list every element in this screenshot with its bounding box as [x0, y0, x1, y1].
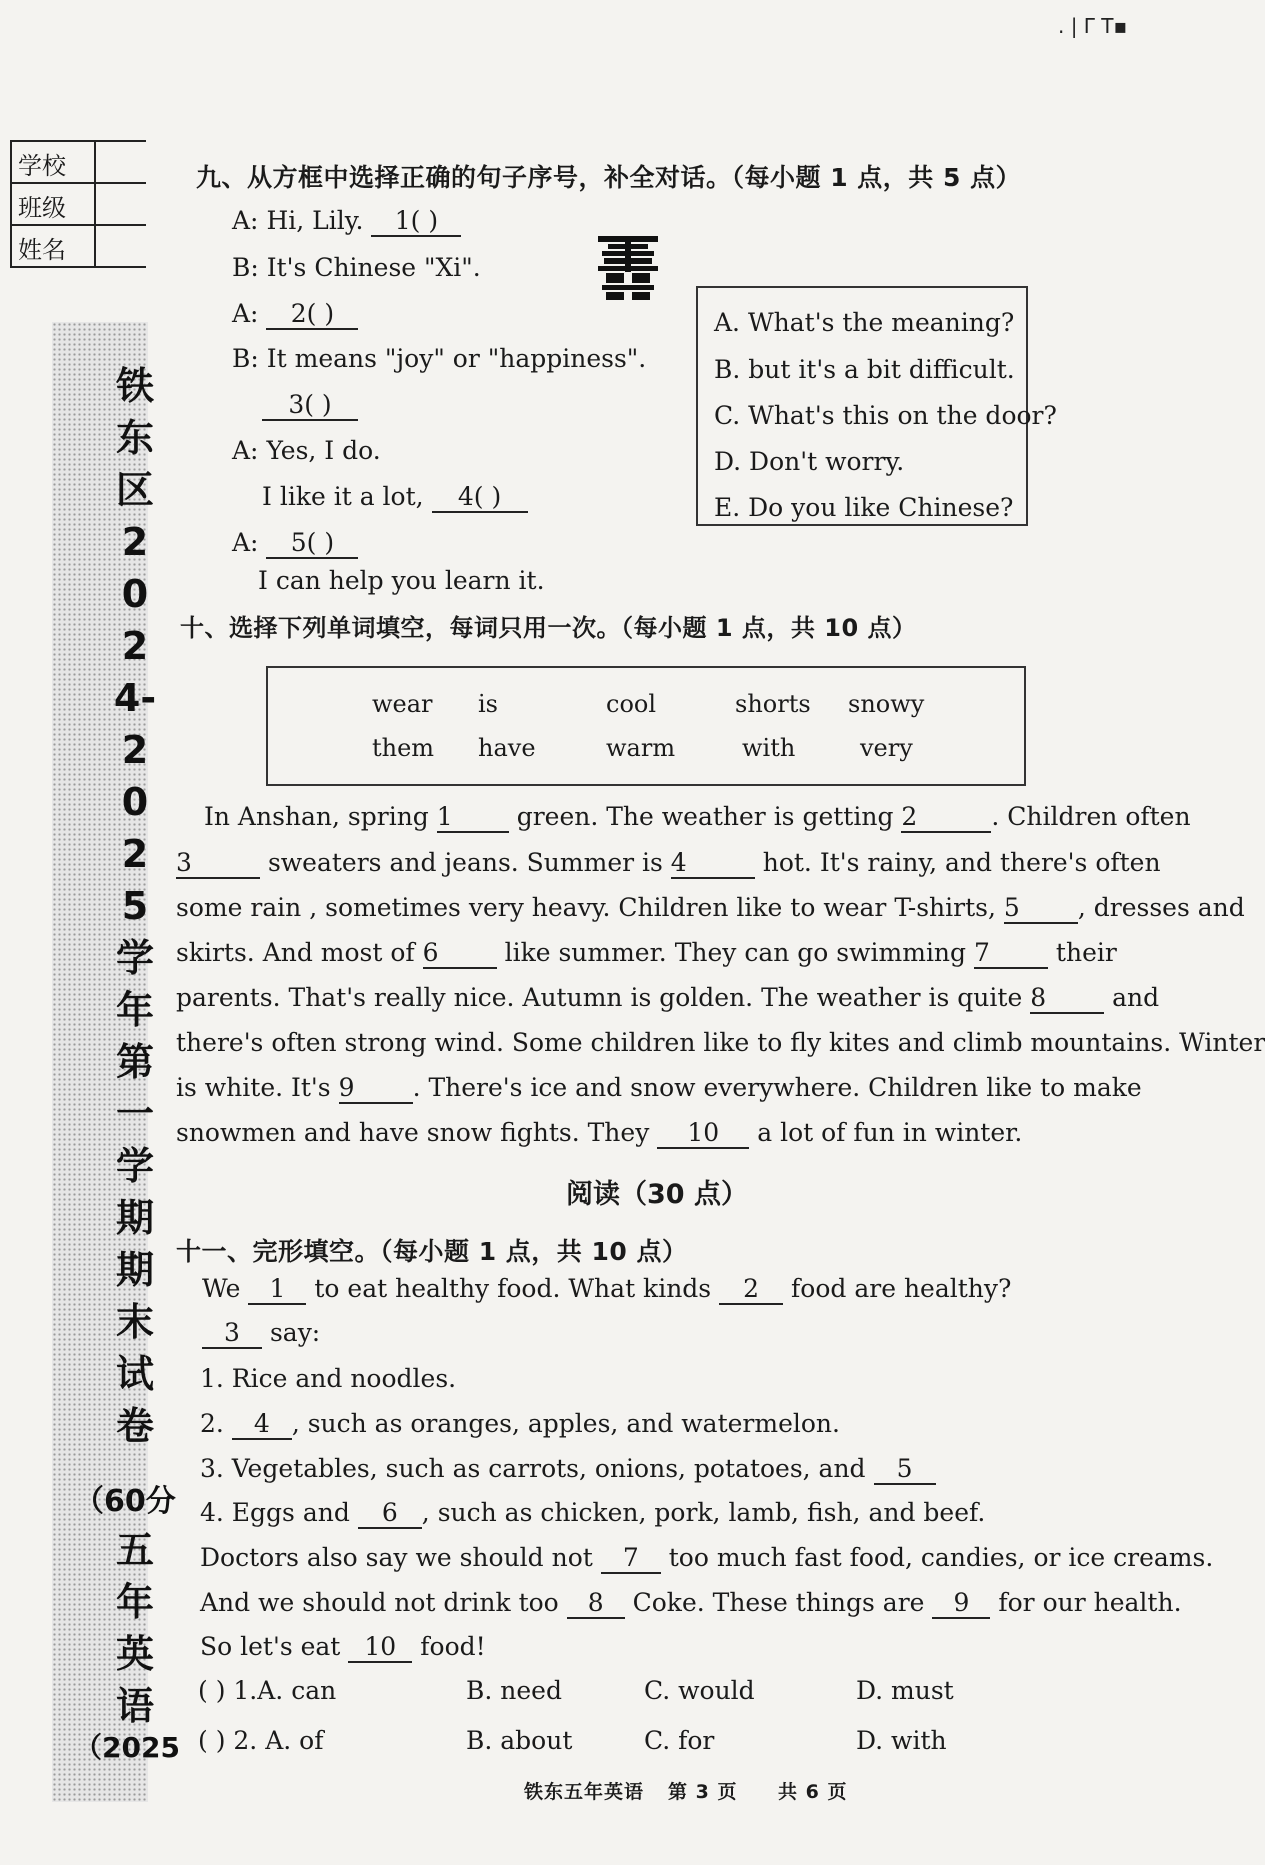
choice-q2-c[interactable]: C. for — [644, 1726, 715, 1755]
xi-character-image — [592, 232, 664, 302]
word-bank-box — [266, 666, 1026, 786]
dialogue-line-6: A: Yes, I do. — [232, 436, 381, 465]
exam-title-vertical: 铁东区2024-2025学年第一学期期末试卷 — [113, 364, 157, 1448]
year-vertical: （2025 — [74, 1731, 180, 1764]
cloze-line-4: 2. 4 , such as oranges, apples, and watermelon. — [200, 1409, 840, 1438]
passage-line-3: some rain , sometimes very heavy. Children like to wear T-shirts, 5 , dresses and — [176, 893, 1245, 922]
cloze-blank-6[interactable]: 6 — [358, 1498, 422, 1529]
passage-blank-1[interactable]: 1 — [437, 802, 509, 833]
section9-title: 九、从方框中选择正确的句子序号，补全对话。（每小题 1 点，共 5 点） — [196, 163, 1022, 192]
passage-blank-9[interactable]: 9 — [339, 1073, 413, 1104]
dialogue-line-3: A: 2( ) — [232, 299, 358, 330]
passage-line-5: parents. That's really nice. Autumn is golden. The weather is quite 8 and — [176, 983, 1160, 1012]
passage-blank-10[interactable]: 10 — [657, 1118, 749, 1149]
cloze-blank-9[interactable]: 9 — [932, 1588, 990, 1619]
blank-2[interactable]: 2( ) — [266, 299, 358, 330]
cloze-line-3: 1. Rice and noodles. — [200, 1364, 457, 1393]
cloze-blank-3[interactable]: 3 — [202, 1318, 262, 1349]
footer-subject: 铁东五年英语 — [524, 1781, 645, 1803]
cloze-line-2: 3 say: — [202, 1318, 320, 1349]
cloze-blank-4[interactable]: 4 — [232, 1409, 292, 1440]
class-label: 班级 — [18, 194, 66, 222]
blank-3[interactable]: 3( ) — [262, 390, 358, 421]
passage-blank-5[interactable]: 5 — [1004, 893, 1078, 924]
option-b: B. but it's a bit difficult. — [714, 355, 1015, 384]
choice-q2-b[interactable]: B. about — [466, 1726, 573, 1755]
footer-page: 第 3 页 — [668, 1781, 738, 1803]
section11-title: 十一、完形填空。（每小题 1 点，共 10 点） — [176, 1237, 688, 1266]
dialogue-line-8: A: 5( ) — [232, 528, 358, 559]
blank-1[interactable]: 1( ) — [371, 206, 461, 237]
passage-line-6: there's often strong wind. Some children like to fly kites and climb mountains. Winter — [176, 1028, 1265, 1057]
cloze-line-1: We 1 to eat healthy food. What kinds 2 food are healthy? — [202, 1274, 1012, 1303]
option-c: C. What's this on the door? — [714, 401, 1057, 430]
passage-line-1: In Anshan, spring 1 green. The weather is getting 2 . Children often — [204, 802, 1191, 831]
reading-title: 阅读（30 点） — [566, 1179, 748, 1210]
blank-4[interactable]: 4( ) — [432, 482, 528, 513]
choice-q1-c[interactable]: C. would — [644, 1676, 755, 1705]
choice-q1-d[interactable]: D. must — [856, 1676, 954, 1705]
word-warm: warm — [606, 734, 676, 762]
subject-vertical: 五年英语 — [115, 1528, 154, 1728]
dialogue-line-7: I like it a lot, 4( ) — [262, 482, 528, 513]
cloze-line-7: Doctors also say we should not 7 too much fast food, candies, or ice creams. — [200, 1543, 1214, 1572]
word-with: with — [742, 734, 796, 762]
cloze-blank-5[interactable]: 5 — [874, 1454, 936, 1485]
passage-blank-3[interactable]: 3 — [176, 848, 260, 879]
cloze-blank-8[interactable]: 8 — [567, 1588, 625, 1619]
cloze-line-8: And we should not drink too 8 Coke. These things are 9 for our health. — [200, 1588, 1182, 1617]
word-wear: wear — [372, 690, 433, 718]
choice-q1-b[interactable]: B. need — [466, 1676, 562, 1705]
choice-q2-number: ( ) 2. A. of — [198, 1726, 324, 1755]
passage-blank-8[interactable]: 8 — [1030, 983, 1104, 1014]
school-label: 学校 — [18, 152, 66, 180]
footer-total: 共 6 页 — [778, 1781, 848, 1803]
cloze-blank-10[interactable]: 10 — [348, 1632, 412, 1663]
word-shorts: shorts — [735, 690, 811, 718]
corner-marks: . | Γ T▪ — [1058, 14, 1128, 38]
passage-line-2: 3 sweaters and jeans. Summer is 4 hot. It's rainy, and there's often — [176, 848, 1161, 877]
passage-blank-7[interactable]: 7 — [974, 938, 1048, 969]
dialogue-line-1: A: Hi, Lily. 1( ) — [232, 206, 461, 237]
cloze-blank-7[interactable]: 7 — [601, 1543, 661, 1574]
passage-blank-4[interactable]: 4 — [671, 848, 755, 879]
section10-title: 十、选择下列单词填空，每词只用一次。（每小题 1 点，共 10 点） — [180, 614, 917, 642]
cloze-line-5: 3. Vegetables, such as carrots, onions, potatoes, and 5 — [200, 1454, 936, 1485]
passage-line-8: snowmen and have snow fights. They 10 a lot of fun in winter. — [176, 1118, 1023, 1147]
cloze-blank-1[interactable]: 1 — [248, 1274, 306, 1305]
passage-blank-2[interactable]: 2 — [901, 802, 991, 833]
word-snowy: snowy — [848, 690, 925, 718]
blank-5[interactable]: 5( ) — [266, 528, 358, 559]
passage-line-7: is white. It's 9 . There's ice and snow everywhere. Children like to make — [176, 1073, 1142, 1102]
dialogue-line-2: B: It's Chinese "Xi". — [232, 253, 481, 282]
word-cool: cool — [606, 690, 657, 718]
cloze-line-9: So let's eat 10 food! — [200, 1632, 486, 1661]
dialogue-line-4: B: It means "joy" or "happiness". — [232, 344, 647, 373]
option-d: D. Don't worry. — [714, 447, 905, 476]
word-very: very — [860, 734, 913, 762]
word-them: them — [372, 734, 435, 762]
passage-line-4: skirts. And most of 6 like summer. They can go swimming 7 their — [176, 938, 1117, 967]
name-label: 姓名 — [18, 236, 66, 264]
choice-q2-d[interactable]: D. with — [856, 1726, 947, 1755]
student-info-box — [10, 140, 146, 268]
dialogue-line-5 — [262, 390, 358, 421]
choice-q1-number: ( ) 1.A. can — [198, 1676, 337, 1705]
word-have: have — [478, 734, 536, 762]
cloze-blank-2[interactable]: 2 — [719, 1274, 783, 1305]
cloze-line-6: 4. Eggs and 6 , such as chicken, pork, lamb, fish, and beef. — [200, 1498, 986, 1527]
option-a: A. What's the meaning? — [714, 308, 1015, 337]
option-e: E. Do you like Chinese? — [714, 493, 1014, 522]
dialogue-line-9: I can help you learn it. — [258, 566, 545, 595]
score-vertical: （60分 — [74, 1484, 176, 1519]
word-is: is — [478, 690, 498, 718]
passage-blank-6[interactable]: 6 — [423, 938, 497, 969]
